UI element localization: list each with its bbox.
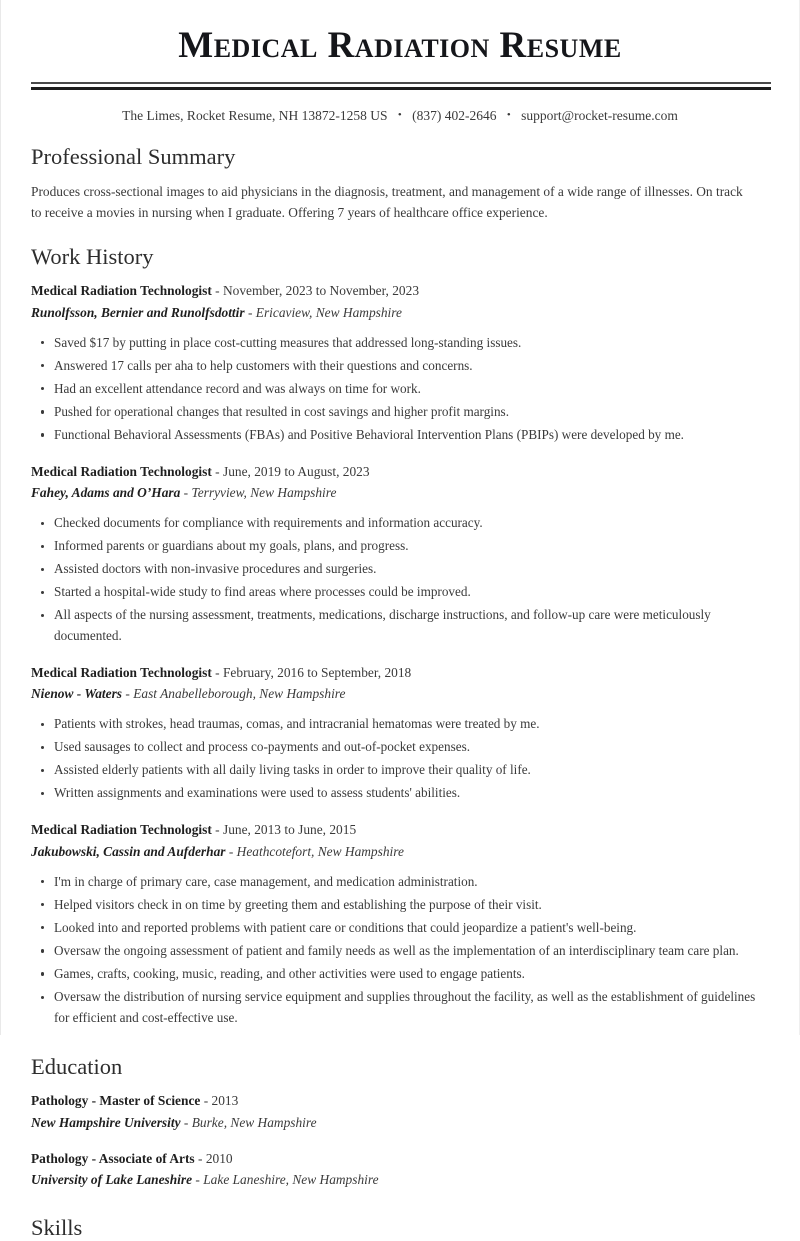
work-entry bbox=[31, 462, 769, 647]
work-entry-company: Fahey, Adams and O’Hara bbox=[31, 485, 181, 501]
work-entry-company-line bbox=[31, 303, 769, 324]
work-entry-title-line bbox=[31, 462, 769, 483]
contact-email[interactable]: support@rocket-resume.com bbox=[521, 107, 678, 123]
work-entry-dates: February, 2016 to September, 2018 bbox=[222, 664, 412, 680]
work-entry-dash: - bbox=[125, 686, 130, 702]
section-education bbox=[31, 1054, 769, 1191]
work-entry-bullets bbox=[31, 513, 769, 647]
work-entry-location: Ericaview, New Hampshire bbox=[255, 304, 402, 320]
work-entry-location: Terryview, New Hampshire bbox=[191, 485, 337, 501]
header-divider-bottom-line bbox=[31, 87, 771, 90]
bullet-item: Assisted elderly patients with all daily living tasks in order to improve their quality of life. bbox=[31, 760, 769, 781]
bullet-item: Informed parents or guardians about my goals, plans, and progress. bbox=[31, 536, 769, 557]
bullet-item: Had an excellent attendance record and was always on time for work. bbox=[31, 379, 769, 400]
work-entry-company-line bbox=[31, 842, 769, 863]
section-professional-summary bbox=[31, 144, 769, 224]
education-entry-degree-line bbox=[31, 1149, 769, 1170]
work-entry-dash: - bbox=[215, 463, 220, 479]
work-entry-bullets bbox=[31, 872, 769, 1029]
contact-line bbox=[31, 108, 769, 124]
bullet-item: Looked into and reported problems with patient care or conditions that could jeopardize a patient's well-being. bbox=[31, 918, 769, 939]
work-entry-location: Heathcotefort, New Hampshire bbox=[236, 843, 404, 859]
summary-text: Produces cross-sectional images to aid physicians in the diagnosis, treatment, and management of a wide range of illnesses. On track to receive a movies in nursing when I graduate. Offering 7 years of healthcare office experience. bbox=[31, 183, 743, 221]
bullet-item: Functional Behavioral Assessments (FBAs) and Positive Behavioral Intervention Plans (PBIPs) were developed by me. bbox=[31, 425, 769, 446]
work-entry-company: Nienow - Waters bbox=[31, 686, 123, 702]
work-entry-role: Medical Radiation Technologist bbox=[31, 664, 212, 680]
work-entry-dates: June, 2013 to June, 2015 bbox=[222, 822, 357, 837]
contact-phone[interactable]: (837) 402-2646 bbox=[412, 107, 497, 123]
contact-address: The Limes, Rocket Resume, NH 13872-1258 US bbox=[122, 107, 388, 123]
education-entry-location: Burke, New Hampshire bbox=[191, 1114, 317, 1130]
section-heading-skills: Skills bbox=[31, 1215, 83, 1241]
work-entry-role: Medical Radiation Technologist bbox=[31, 822, 212, 837]
work-entry bbox=[31, 281, 769, 446]
bullet-item: All aspects of the nursing assessment, treatments, medications, discharge instructions, and follow-up care were meticulously documented. bbox=[31, 605, 769, 646]
section-heading-work-history: Work History bbox=[31, 244, 154, 270]
education-entry-year: 2010 bbox=[205, 1150, 233, 1166]
work-entry-dash: - bbox=[215, 664, 220, 680]
work-entry-dates: June, 2019 to August, 2023 bbox=[222, 463, 370, 479]
work-entry-dash: - bbox=[228, 843, 234, 859]
work-entry-dash: - bbox=[183, 485, 189, 501]
education-entry-dash: - bbox=[198, 1150, 203, 1166]
education-entry-year: 2013 bbox=[211, 1093, 239, 1109]
bullet-item: Oversaw the distribution of nursing service equipment and supplies throughout the facility, as well as the establishment of guidelines for efficient and cost-effective use. bbox=[31, 987, 769, 1028]
education-entry-location: Lake Laneshire, New Hampshire bbox=[203, 1172, 379, 1188]
bullet-item: Saved $17 by putting in place cost-cutting measures that addressed long-standing issues. bbox=[31, 333, 769, 354]
education-entry-school: New Hampshire University bbox=[31, 1114, 181, 1130]
work-entry bbox=[31, 663, 769, 804]
bullet-item: Written assignments and examinations were used to assess students' abilities. bbox=[31, 783, 769, 804]
bullet-item: Games, crafts, cooking, music, reading, and other activities were used to engage patients. bbox=[31, 964, 769, 985]
bullet-item: Assisted doctors with non-invasive procedures and surgeries. bbox=[31, 559, 769, 580]
bullet-item: Oversaw the ongoing assessment of patient and family needs as well as the implementation of an interdisciplinary team care plan. bbox=[31, 941, 769, 962]
education-entry-school-line bbox=[31, 1113, 769, 1134]
education-entry-dash: - bbox=[203, 1093, 209, 1109]
bullet-item: Started a hospital-wide study to find areas where processes could be improved. bbox=[31, 582, 769, 603]
work-entry-bullets bbox=[31, 714, 769, 804]
education-entry-degree-line bbox=[31, 1091, 769, 1112]
education-entry-degree: Pathology - Master of Science bbox=[31, 1093, 201, 1109]
section-skills bbox=[31, 1215, 769, 1241]
contact-separator-2: • bbox=[506, 109, 511, 122]
education-entry-school: University of Lake Laneshire bbox=[31, 1172, 193, 1188]
work-entry-dash: - bbox=[215, 283, 220, 298]
bullet-item: Helped visitors check in on time by greeting them and establishing the purpose of their visit. bbox=[31, 895, 769, 916]
bullet-item: Patients with strokes, head traumas, comas, and intracranial hematomas were treated by me. bbox=[31, 714, 769, 735]
bullet-item: Used sausages to collect and process co-payments and out-of-pocket expenses. bbox=[31, 737, 769, 758]
work-entry-company-line bbox=[31, 483, 769, 504]
work-entry-dash: - bbox=[215, 822, 220, 837]
work-entry-company-line bbox=[31, 684, 769, 705]
contact-separator-1: • bbox=[397, 109, 402, 122]
work-entry-role: Medical Radiation Technologist bbox=[31, 463, 212, 479]
bullet-item: Checked documents for compliance with requirements and information accuracy. bbox=[31, 513, 769, 534]
work-entry-company: Runolfsson, Bernier and Runolfsdottir bbox=[31, 304, 245, 320]
education-entry bbox=[31, 1091, 769, 1134]
bullet-item: Answered 17 calls per aha to help customers with their questions and concerns. bbox=[31, 356, 769, 377]
work-entry bbox=[31, 820, 769, 1028]
bullet-item: Pushed for operational changes that resulted in cost savings and higher profit margins. bbox=[31, 402, 769, 423]
work-entry-bullets bbox=[31, 333, 769, 446]
education-entry-degree: Pathology - Associate of Arts bbox=[31, 1150, 195, 1166]
section-heading-summary: Professional Summary bbox=[31, 143, 236, 169]
section-heading-education: Education bbox=[31, 1054, 123, 1080]
header-divider bbox=[31, 82, 771, 90]
work-entry-dash: - bbox=[247, 304, 253, 320]
section-work-history bbox=[31, 244, 769, 1028]
work-entry-dates: November, 2023 to November, 2023 bbox=[222, 283, 420, 298]
education-entry bbox=[31, 1149, 769, 1192]
work-entry-title-line bbox=[31, 663, 769, 684]
work-entry-location: East Anabelleborough, New Hampshire bbox=[133, 686, 346, 702]
work-entry-company: Jakubowski, Cassin and Aufderhar bbox=[31, 843, 226, 859]
bullet-item: I'm in charge of primary care, case management, and medication administration. bbox=[31, 872, 769, 893]
education-entry-dash: - bbox=[195, 1172, 200, 1188]
work-entry-title-line bbox=[31, 281, 769, 302]
page-title: Medical Radiation Resume bbox=[178, 25, 622, 66]
education-entry-school-line bbox=[31, 1170, 769, 1191]
work-entry-title-line bbox=[31, 820, 769, 841]
education-entry-dash: - bbox=[183, 1114, 189, 1130]
work-entry-role: Medical Radiation Technologist bbox=[31, 283, 212, 298]
